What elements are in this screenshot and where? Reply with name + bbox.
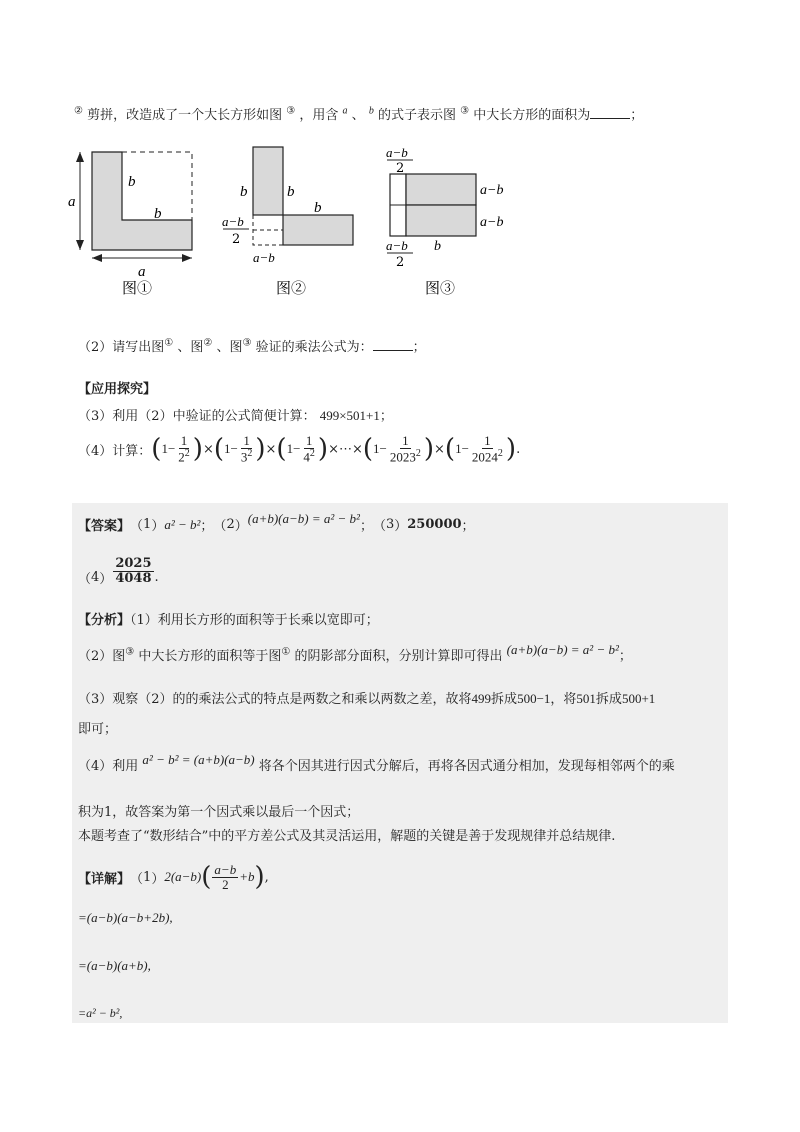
detail-comma-4: , [119, 1006, 123, 1020]
q2-circle-2: ② [203, 337, 213, 349]
answer-sep-3: ； [461, 519, 475, 534]
analysis-l4-expr: a² − b² = (a+b)(a−b) [142, 752, 255, 767]
answer-4-den: 4048 [115, 570, 152, 586]
fig2-horizontal-strip [283, 215, 353, 245]
detail-s1: 2(a−b) [164, 869, 202, 884]
q4-label: （4）计算： [78, 443, 152, 459]
q3-label: （3）利用（ [78, 409, 152, 424]
fig2-frac-num: a−b [222, 214, 244, 229]
fig1-arrow-up [76, 152, 84, 162]
q2-text-1: （2）请写出图 [78, 340, 165, 355]
detail-line-1: 【详解】 （ 1 ） 2(a−b) ( $\frac{a-b}{2}$ +b ) , [78, 861, 269, 892]
fig3-label-right-2: a−b [480, 215, 504, 230]
term4-num: 1 [402, 433, 409, 449]
analysis-l3b: 拆成 [491, 692, 518, 707]
analysis-l1: （1）利用长方形的面积等于长乘以宽即可； [130, 613, 379, 628]
intro-dun: 、 [351, 108, 365, 123]
q3-mid: ）中验证的公式简便计算： [159, 409, 316, 424]
analysis-line-5: 积为1，故答案为第一个因式乘以最后一个因式； [78, 805, 360, 820]
q3-num: 2 [151, 409, 160, 424]
analysis-line-3b: 即可； [78, 722, 118, 737]
intro-text-4: 中大长方形的面积为 [473, 108, 591, 123]
q4-end: . [516, 441, 521, 457]
detail-idx: 1 [143, 869, 152, 885]
detail-line-3 [78, 958, 151, 974]
analysis-l2-circle1: ① [281, 646, 291, 658]
analysis-l3-n1: 499 [471, 691, 492, 706]
answer-4-line: （ 4 ） $\frac{2025}{4048}$ . [78, 556, 159, 587]
fig2-vertical-strip [253, 147, 283, 215]
intro-text-2: ，用含 [299, 108, 339, 123]
figure-2 [222, 147, 353, 297]
q2-circle-3: ③ [242, 337, 252, 349]
analysis-l2c: 的阴影部分面积，分别计算即可得出 [294, 649, 503, 664]
fig1-label-a-side: a [68, 194, 76, 210]
question-4: （4）计算： ( 1− $\frac{1}{2^2}$ ) × ( 1− $\frac{1}{3^2}$ ) × ( 1− $\frac{1}{4^2}$ ) ×⋯× ( 1− $\frac{1}{2023^2}$ ) × ( 1− $\frac{1}{2024^2}$ ) . [78, 433, 521, 465]
detail-s1-tail: +b [239, 869, 255, 884]
analysis-line-3 [78, 688, 655, 707]
explore-heading: 【应用探究】 [78, 382, 157, 397]
analysis-l2-circle3: ③ [125, 646, 135, 658]
fig1-l-shape [92, 152, 192, 250]
circle-3b: ③ [460, 105, 470, 117]
fig1-label-b-horizontal: b [154, 206, 162, 222]
figure-3 [386, 145, 503, 297]
answer-sep-2: ； [359, 519, 373, 534]
answer-2: (a+b)(a−b) = a² − b² [247, 510, 360, 526]
answer-sep-1: ； [200, 519, 214, 534]
fig3-caption: 图③ [425, 279, 456, 297]
answer-idx-2: 2 [226, 517, 235, 532]
detail-s1-den: 2 [222, 876, 229, 892]
term4-exp: 2 [415, 447, 421, 459]
fig2-label-b-left: b [240, 184, 248, 200]
detail-comma-2: , [169, 910, 173, 925]
analysis-l3-e2: 500+1 [621, 691, 656, 706]
q2-text-2: 验证的乘法公式为： [255, 340, 373, 355]
intro-line [74, 104, 643, 123]
answer-line: 【答案】 （ 1 ） a² − b² ； （ 2 ） (a+b)(a−b) = a² − b² ； （ 3 ） 250000 ； [78, 510, 475, 534]
fig3-top-frac-den: 2 [396, 161, 405, 176]
fig2-label-b-bottom: b [314, 200, 322, 216]
detail-s3: =(a−b)(a+b) [78, 958, 148, 973]
fig3-bottom-strip [406, 205, 476, 236]
detail-label: 【详解】 [78, 871, 131, 887]
term1-exp: 2 [184, 447, 190, 459]
q3-tail: ； [379, 409, 393, 424]
figures-svg [60, 140, 520, 300]
term1-den: 2 [178, 449, 185, 465]
analysis-l2-expr: (a+b)(a−b) = a² − b² [506, 642, 619, 657]
analysis-line-4 [78, 752, 675, 774]
term3-exp: 2 [309, 447, 315, 459]
fig1-label-b-vertical: b [128, 174, 136, 190]
term3-num: 1 [305, 433, 313, 449]
term5-num: 1 [484, 433, 491, 449]
intro-text-1: 剪拼，改造成了一个大长方形如图 [87, 108, 283, 123]
fig3-bot-frac-den: 2 [396, 255, 405, 270]
answer-idx-4: 4 [91, 569, 100, 585]
fig3-top-strip [406, 174, 476, 205]
analysis-line-1 [78, 609, 379, 628]
term2-exp: 2 [247, 447, 253, 459]
fig3-top-frac-num: a−b [386, 145, 408, 160]
question-2 [78, 336, 426, 355]
q2-sep-1: 、图 [177, 340, 204, 355]
detail-line-2 [78, 910, 173, 926]
figure-1 [68, 152, 192, 297]
fig3-bot-frac-num: a−b [386, 238, 408, 253]
analysis-l3d: 拆成 [595, 692, 622, 707]
question-3 [78, 405, 393, 424]
detail-line-4 [78, 1006, 122, 1021]
fig2-caption: 图② [276, 279, 307, 297]
circle-2: ② [74, 105, 83, 117]
analysis-l4b: 将各个因其进行因式分解后，再将各因式通分相加，发现每相邻两个的乘 [258, 759, 675, 774]
q3-expression: 499×501+1 [319, 408, 380, 423]
fig3-label-right-1: a−b [480, 183, 504, 198]
intro-tail: ； [630, 108, 644, 123]
term2-num: 1 [243, 433, 250, 449]
fig1-label-a-bottom: a [138, 264, 146, 280]
answer-1: a² − b² [164, 516, 201, 532]
analysis-l3c: ，将 [550, 692, 577, 707]
answer-3: 250000 [407, 517, 462, 532]
analysis-line-6: 本题考查了“数形结合”中的平方差公式及其灵活运用，解题的关键是善于发现规律并总结规律. [78, 829, 616, 844]
detail-comma-1: , [264, 869, 269, 885]
detail-s1-num: a−b [214, 861, 237, 877]
circle-3: ③ [286, 105, 296, 117]
analysis-l2a: （2）图 [78, 649, 126, 664]
var-a: a [342, 105, 348, 117]
analysis-l3-e1: 500−1 [517, 691, 551, 706]
fig3-label-bottom-b: b [434, 239, 441, 254]
q2-circle-1: ① [164, 337, 174, 349]
term5-exp: 2 [497, 447, 503, 459]
detail-s4: =a² − b² [78, 1006, 120, 1020]
term4-den: 2023 [389, 449, 416, 465]
term2-den: 3 [240, 449, 248, 465]
answer-label: 【答案】 [78, 519, 131, 534]
analysis-l3-n2: 501 [576, 691, 596, 706]
answer-blank-2 [373, 338, 413, 351]
fig1-arrow-right [182, 254, 192, 262]
answer-4-num: 2025 [115, 556, 152, 571]
detail-s2: =(a−b)(a−b+2b) [78, 910, 170, 925]
answer-idx-1: 1 [143, 517, 152, 532]
fig2-label-amb: a−b [253, 250, 275, 265]
var-b: b [368, 105, 374, 117]
q2-sep-2: 、图 [216, 340, 243, 355]
term5-den: 2024 [471, 449, 498, 465]
analysis-l3a: （3）观察（2）的的乘法公式的特点是两数之和乘以两数之差，故将 [78, 692, 472, 707]
detail-comma-3: , [147, 958, 151, 973]
fig1-arrow-left [92, 254, 102, 262]
fig1-caption: 图① [122, 279, 153, 297]
answer-idx-3: 3 [385, 517, 395, 532]
term3-den: 4 [303, 449, 310, 465]
q4-dots: ×⋯× [328, 441, 363, 457]
intro-text-3: 的式子表示图 [377, 108, 456, 123]
analysis-line-2: （2）图③ 中大长方形的面积等于图① 的阴影部分面积，分别计算即可得出 (a+b)(a−b) = a² − b²； [78, 642, 632, 664]
fig1-arrow-down [76, 240, 84, 250]
q2-tail: ； [412, 340, 426, 355]
answer-blank-1 [590, 106, 630, 119]
term1-num: 1 [180, 433, 188, 449]
analysis-l2b: 中大长方形的面积等于图 [138, 649, 282, 664]
fig2-label-b-right: b [287, 184, 295, 200]
analysis-l4a: （4）利用 [78, 759, 139, 774]
analysis-label: 【分析】 [78, 613, 131, 628]
fig2-frac-den: 2 [232, 232, 241, 247]
